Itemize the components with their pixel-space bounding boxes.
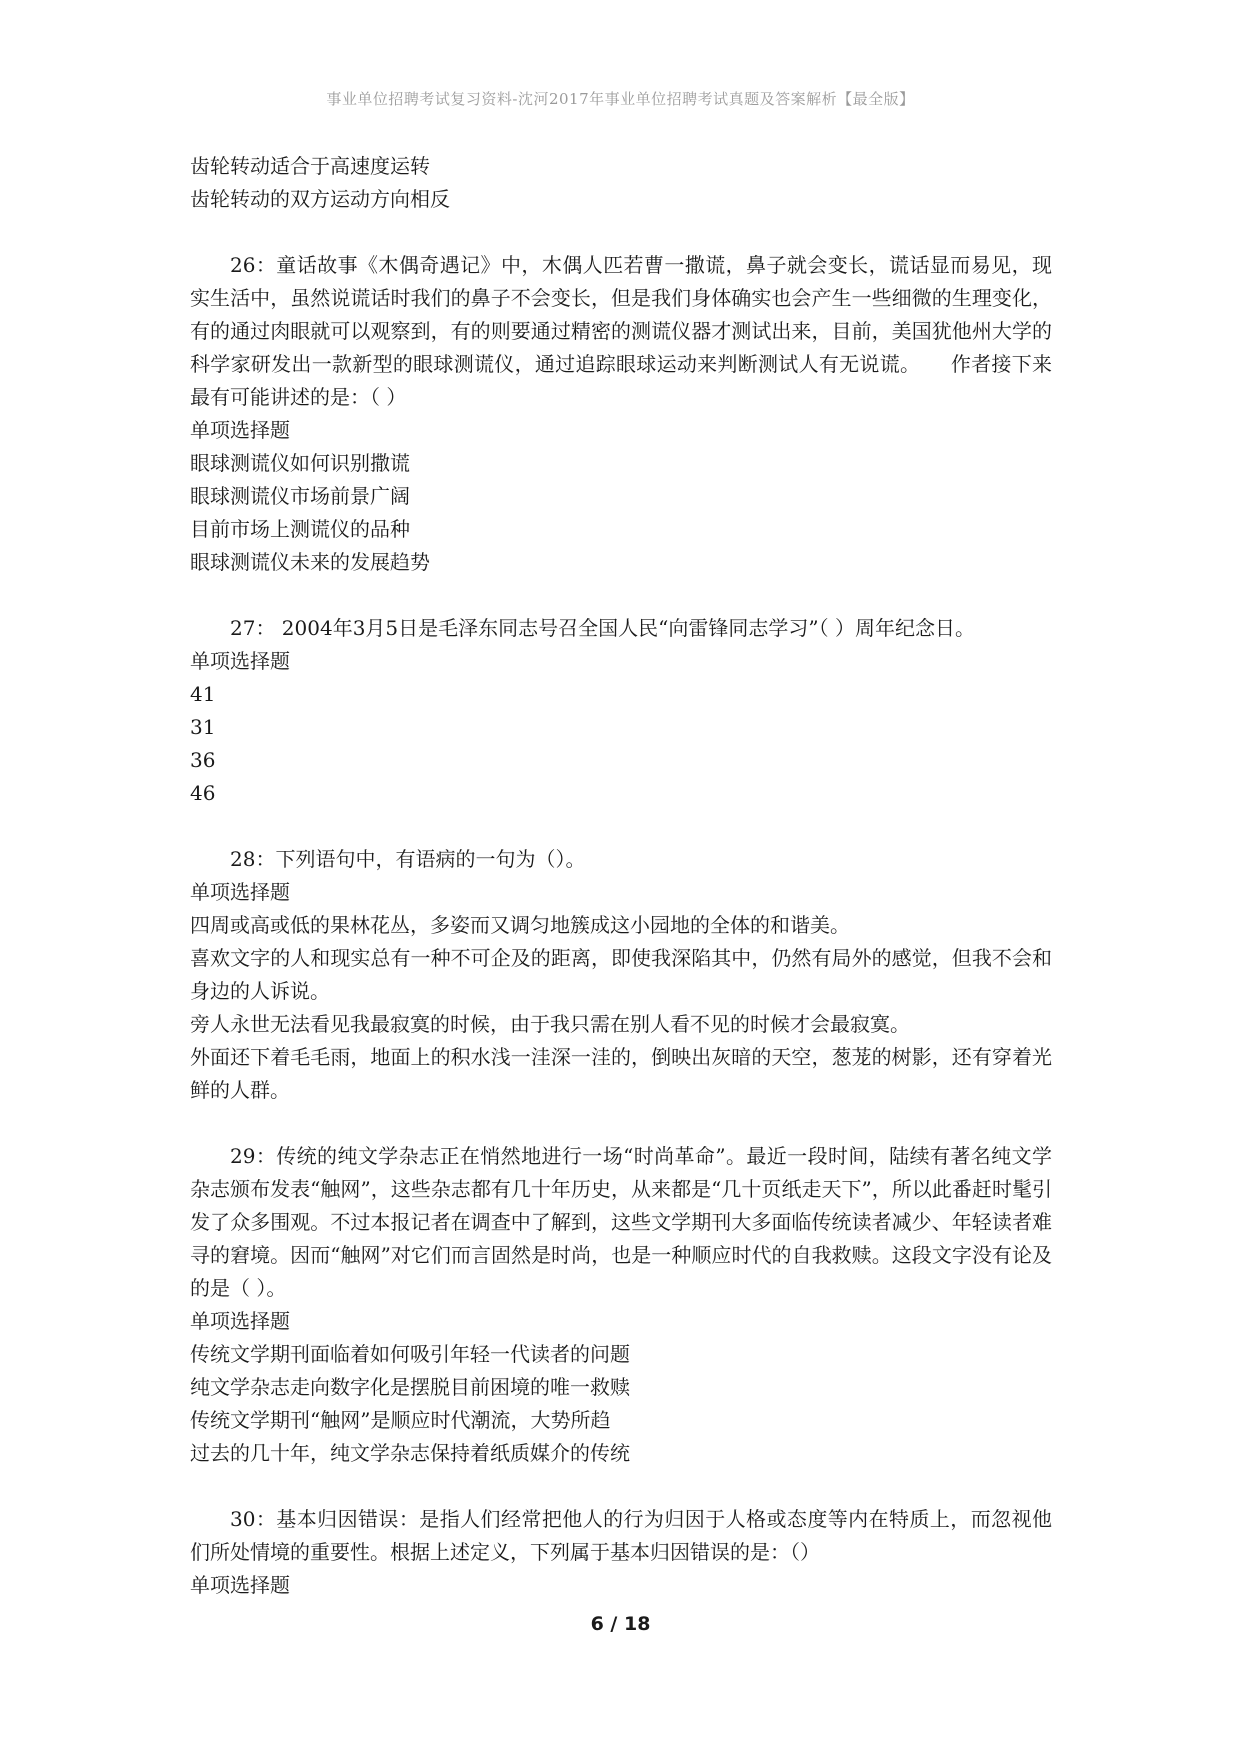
question-30 [190,1503,1052,1602]
page-content [190,150,1052,1602]
option-item: 目前市场上测谎仪的品种 [190,517,410,541]
question-text: 28：下列语句中，有语病的一句为（）。 [230,847,586,871]
page-header: 事业单位招聘考试复习资料-沈河2017年事业单位招聘考试真题及答案解析【最全版】 [326,90,915,108]
option-item: 过去的几十年，纯文学杂志保持着纸质媒介的传统 [190,1441,630,1465]
option-item: 36 [190,748,216,772]
question-text: 26：童话故事《木偶奇遇记》中，木偶人匹若曹一撒谎，鼻子就会变长，谎话显而易见，现实生活中，虽然说谎话时我们的鼻子不会变长，但是我们身体确实也会产生一些细微的生理变化，有的通过肉眼就可以观察到，有的则要通过精密的测谎仪器才测试出来，目前，美国犹他州大学的科学家研发出一款新型的眼球测谎仪，通过追踪眼球运动来判断测试人有无说谎。 作者接下来最有可能讲述的是：（ ） [190,253,1052,409]
option-item: 41 [190,682,216,706]
question-26 [190,249,1052,579]
option-item: 纯文学杂志走向数字化是摆脱目前困境的唯一救赎 [190,1375,630,1399]
question-27 [190,612,1052,810]
question-text: 29：传统的纯文学杂志正在悄然地进行一场“时尚革命”。最近一段时间，陆续有著名纯文学杂志颁布发表“触网”，这些杂志都有几十年历史，从来都是“几十页纸走天下”，所以此番赶时髦引发了众多围观。不过本报记者在调查中了解到，这些文学期刊大多面临传统读者减少、年轻读者难寻的窘境。因而“触网”对它们而言固然是时尚，也是一种顺应时代的自我救赎。这段文字没有论及的是（ ）。 [190,1144,1052,1300]
intro-options [190,150,1052,216]
question-type: 单项选择题 [190,1573,290,1597]
option-item: 眼球测谎仪未来的发展趋势 [190,550,430,574]
option-item: 46 [190,781,216,805]
option-item: 传统文学期刊面临着如何吸引年轻一代读者的问题 [190,1342,630,1366]
question-28 [190,843,1052,1107]
option-item: 四周或高或低的果林花丛，多姿而又调匀地簇成这小园地的全体的和谐美。 [190,913,850,937]
question-type: 单项选择题 [190,1309,290,1333]
option-item: 齿轮转动的双方运动方向相反 [190,187,450,211]
option-item: 31 [190,715,216,739]
question-type: 单项选择题 [190,418,290,442]
option-item: 外面还下着毛毛雨，地面上的积水浅一洼深一洼的，倒映出灰暗的天空，葱茏的树影，还有穿着光鲜的人群。 [190,1045,1052,1102]
option-item: 喜欢文字的人和现实总有一种不可企及的距离，即使我深陷其中，仍然有局外的感觉，但我不会和身边的人诉说。 [190,946,1052,1003]
question-29 [190,1140,1052,1470]
option-item: 旁人永世无法看见我最寂寞的时候，由于我只需在别人看不见的时候才会最寂寞。 [190,1012,910,1036]
page-number: 6 / 18 [590,1613,651,1635]
question-text: 30：基本归因错误：是指人们经常把他人的行为归因于人格或态度等内在特质上，而忽视他们所处情境的重要性。根据上述定义，下列属于基本归因错误的是：（） [190,1507,1052,1564]
option-item: 眼球测谎仪市场前景广阔 [190,484,410,508]
option-item: 眼球测谎仪如何识别撒谎 [190,451,410,475]
option-item: 齿轮转动适合于高速度运转 [190,154,430,178]
option-item: 传统文学期刊“触网”是顺应时代潮流，大势所趋 [190,1408,611,1432]
question-type: 单项选择题 [190,880,290,904]
question-type: 单项选择题 [190,649,290,673]
question-text: 27： 2004年3月5日是毛泽东同志号召全国人民“向雷锋同志学习”（ ）周年纪念日。 [230,616,975,640]
